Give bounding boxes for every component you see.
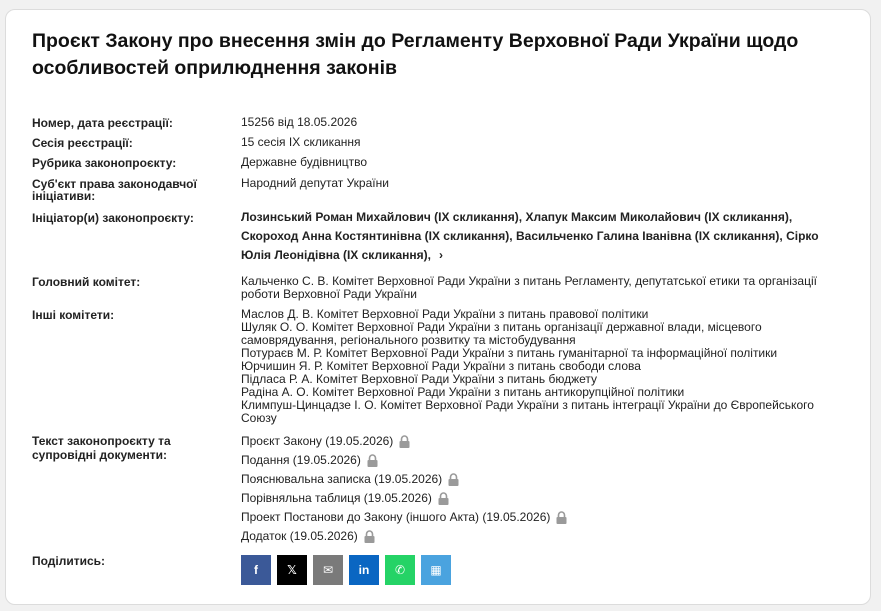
initiators-label: Ініціатор(и) законопроєкту: [32, 211, 194, 225]
main-committee-value: Кальченко С. В. Комітет Верховної Ради України з питань Регламенту, депутатської етики та організації роботи Верховної Ради України [241, 274, 817, 301]
committee-item: Юрчишин Я. Р. Комітет Верховної Ради України з питань свободи слова [241, 359, 641, 373]
document-title[interactable]: Проєкт Закону (19.05.2026) [241, 434, 394, 448]
document-link-appendix[interactable] [241, 527, 375, 546]
committee-item: Потураєв М. Р. Комітет Верховної Ради України з питань гуманітарної та інформаційної політики [241, 346, 778, 360]
x-share-button[interactable] [277, 555, 307, 585]
lock-icon [438, 492, 449, 505]
committee-item: Маслов Д. В. Комітет Верховної Ради України з питань правової політики [241, 307, 649, 321]
bill-card [5, 9, 871, 605]
linkedin-icon: in [358, 563, 370, 577]
facebook-icon: f [254, 563, 258, 577]
facebook-share-button[interactable] [241, 555, 271, 585]
document-title[interactable]: Пояснювальна записка (19.05.2026) [241, 472, 443, 486]
document-link-comparison-table[interactable] [241, 489, 449, 508]
committee-item: Радіна А. О. Комітет Верховної Ради України з питань антикорупційної політики [241, 385, 685, 399]
session-value: 15 сесія IX скликання [241, 135, 361, 149]
other-committees-label: Інші комітети: [32, 308, 115, 322]
lock-icon [367, 454, 378, 467]
page-title: Проєкт Закону про внесення змін до Регламенту Верховної Ради України щодо особливостей оприлюднення законів [32, 30, 799, 79]
lock-icon [556, 511, 567, 524]
chevron-right-icon[interactable]: › [438, 248, 443, 262]
initiators-value [241, 208, 846, 265]
number-value: 15256 від 18.05.2026 [241, 115, 358, 129]
documents-label: Текст законопроєкту та супровідні документи: [32, 434, 171, 462]
committee-item: Шуляк О. О. Комітет Верховної Ради України з питань організації державної влади, місцевого самоврядування, регіонального розвитку та містобудування [241, 320, 762, 347]
subject-label: Суб'єкт права законодавчої ініціативи: [32, 177, 197, 203]
document-link-bill[interactable] [241, 432, 410, 451]
subject-value: Народний депутат України [241, 176, 389, 190]
email-icon: ✉ [322, 563, 334, 577]
document-title[interactable]: Додаток (19.05.2026) [241, 529, 358, 543]
lock-icon [448, 473, 459, 486]
rubric-label: Рубрика законопроєкту: [32, 156, 177, 170]
email-share-button[interactable] [313, 555, 343, 585]
share-buttons [241, 555, 451, 585]
whatsapp-share-button[interactable] [385, 555, 415, 585]
committee-item: Підласа Р. А. Комітет Верховної Ради України з питань бюджету [241, 372, 598, 386]
whatsapp-icon: ✆ [394, 563, 406, 577]
document-title[interactable]: Порівняльна таблиця (19.05.2026) [241, 491, 432, 505]
session-label: Сесія реєстрації: [32, 136, 133, 150]
linkedin-share-button[interactable] [349, 555, 379, 585]
initiators-list[interactable]: Лозинський Роман Михайлович (IX скликання), Хлапук Максим Миколайович (IX скликання), Скороход Анна Костянтинівна (IX скликання), Васильченко Галина Іванівна (IX скликання), Сірко Юлія Леонідівна (IX скликання), [241, 210, 819, 262]
main-committee-label: Головний комітет: [32, 275, 141, 289]
document-link-submission[interactable] [241, 451, 378, 470]
lock-icon [399, 435, 410, 448]
document-title[interactable]: Проект Постанови до Закону (іншого Акта) (19.05.2026) [241, 510, 551, 524]
committee-item: Климпуш-Цинцадзе І. О. Комітет Верховної Ради України з питань інтеграції України до Європейського Союзу [241, 398, 814, 425]
share-label: Поділитись: [32, 554, 106, 568]
document-link-explanatory-note[interactable] [241, 470, 459, 489]
x-icon: 𝕏 [287, 563, 297, 577]
rubric-value: Державне будівництво [241, 155, 368, 169]
other-committees [241, 308, 851, 425]
document-link-resolution-draft[interactable] [241, 508, 567, 527]
number-label: Номер, дата реєстрації: [32, 116, 173, 130]
qr-share-button[interactable] [421, 555, 451, 585]
lock-icon [364, 530, 375, 543]
qr-code-icon: ▦ [430, 563, 442, 577]
document-title[interactable]: Подання (19.05.2026) [241, 453, 361, 467]
